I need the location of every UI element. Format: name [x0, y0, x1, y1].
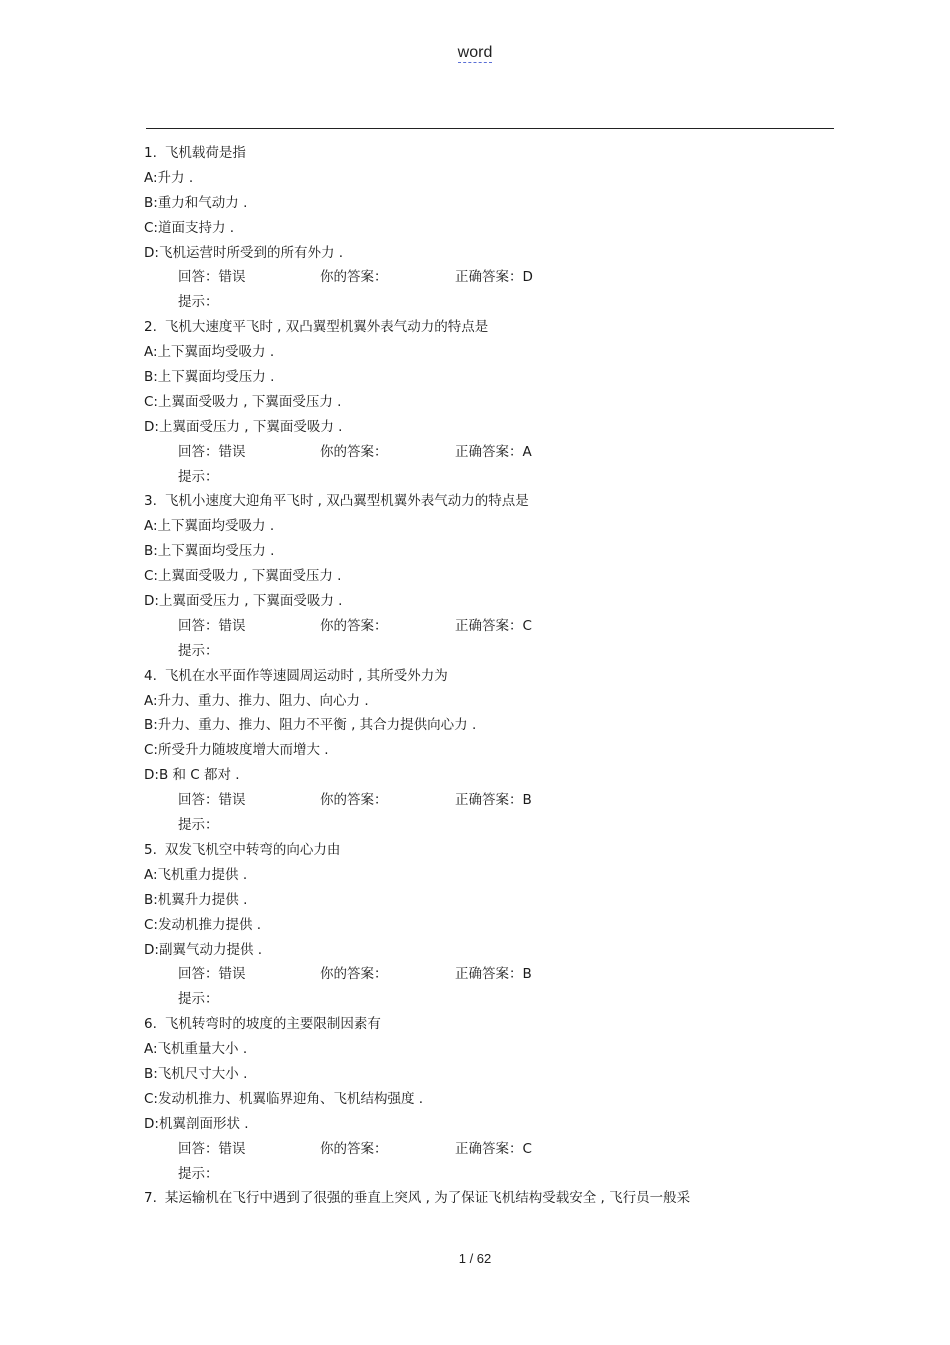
- answer-line: [144, 1137, 834, 1162]
- question-number: 1.: [144, 145, 157, 161]
- option-line: D:B 和 C 都对 .: [144, 767, 240, 784]
- option-line: B:上下翼面均受压力 .: [144, 543, 275, 560]
- question-line: [144, 489, 834, 514]
- correct-answer: [455, 962, 532, 987]
- answer-line: [144, 440, 834, 465]
- option-line: C:发动机推力、机翼临界迎角、飞机结构强度 .: [144, 1090, 424, 1107]
- option-line: B:升力、重力、推力、阻力不平衡 , 其合力提供向心力 .: [144, 717, 477, 734]
- question-number: 6.: [144, 1016, 157, 1033]
- answer-status: 回答：错误: [178, 1140, 246, 1157]
- header-title: word: [457, 44, 493, 61]
- header-rule: [146, 128, 834, 129]
- answer-line: [144, 962, 834, 987]
- question-block: [144, 838, 834, 1012]
- option-line: C:上翼面受吸力 , 下翼面受压力 .: [144, 393, 342, 410]
- option-line: D:机翼剖面形状 .: [144, 1115, 249, 1132]
- hint-line: 提示：: [178, 817, 219, 834]
- correct-answer-value: C: [522, 617, 532, 634]
- question-line: [144, 1012, 834, 1037]
- option-line: C:上翼面受吸力 , 下翼面受压力 .: [144, 568, 342, 585]
- option-line: D:飞机运营时所受到的所有外力 .: [144, 244, 344, 261]
- correct-answer-label: 正确答案：: [455, 443, 523, 460]
- question-text: 飞机在水平面作等速圆周运动时 , 其所受外力为: [164, 667, 448, 684]
- page-number: 1 / 62: [458, 1251, 492, 1266]
- answer-line: [144, 265, 834, 290]
- option-line: C:所受升力随坡度增大而增大 .: [144, 742, 329, 759]
- your-answer-label: 你的答案：: [320, 617, 388, 634]
- option-line: A:上下翼面均受吸力 .: [144, 518, 275, 535]
- your-answer-label: 你的答案：: [320, 1140, 388, 1157]
- question-list: [144, 141, 834, 1211]
- correct-answer-label: 正确答案：: [455, 792, 523, 809]
- option-line: B:机翼升力提供 .: [144, 891, 248, 908]
- question-number: 7.: [144, 1190, 157, 1207]
- question-text: 飞机大速度平飞时 , 双凸翼型机翼外表气动力的特点是: [164, 319, 489, 336]
- question-block: [144, 1012, 834, 1186]
- correct-answer: [455, 1137, 532, 1162]
- question-block: [144, 141, 834, 315]
- question-text: 飞机载荷是指: [164, 145, 246, 161]
- option-line: D:上翼面受压力 , 下翼面受吸力 .: [144, 593, 343, 610]
- option-line: A:升力 .: [144, 169, 194, 186]
- question-number: 3.: [144, 493, 157, 510]
- correct-answer-label: 正确答案：: [455, 1140, 523, 1157]
- option-line: B:飞机尺寸大小 .: [144, 1065, 248, 1082]
- option-line: A:飞机重量大小 .: [144, 1041, 248, 1058]
- option-line: A:升力、重力、推力、阻力、向心力 .: [144, 692, 369, 709]
- correct-answer-label: 正确答案：: [455, 966, 523, 983]
- option-line: B:上下翼面均受压力 .: [144, 369, 275, 386]
- correct-answer: [455, 614, 532, 639]
- answer-status: 回答：错误: [178, 792, 246, 809]
- question-text: 双发飞机空中转弯的向心力由: [164, 841, 341, 858]
- hint-line: 提示：: [178, 294, 219, 311]
- page-header: [0, 44, 950, 62]
- question-block: [144, 315, 834, 489]
- option-line: D:上翼面受压力 , 下翼面受吸力 .: [144, 418, 343, 435]
- question-line: [144, 315, 834, 340]
- hint-line: 提示：: [178, 1165, 219, 1182]
- answer-status: 回答：错误: [178, 617, 246, 634]
- correct-answer-value: D: [522, 269, 533, 286]
- question-text: 飞机转弯时的坡度的主要限制因素有: [164, 1016, 381, 1033]
- correct-answer-label: 正确答案：: [455, 269, 523, 286]
- hint-line: 提示：: [178, 642, 219, 659]
- answer-status: 回答：错误: [178, 966, 246, 983]
- correct-answer: [455, 440, 532, 465]
- question-block: [144, 664, 834, 838]
- correct-answer-label: 正确答案：: [455, 617, 523, 634]
- correct-answer: [455, 265, 533, 290]
- your-answer-label: 你的答案：: [320, 792, 388, 809]
- question-line: [144, 664, 834, 689]
- question-block: [144, 489, 834, 663]
- option-line: A:飞机重力提供 .: [144, 866, 248, 883]
- option-line: C:道面支持力 .: [144, 219, 235, 236]
- question-text: 飞机小速度大迎角平飞时 , 双凸翼型机翼外表气动力的特点是: [164, 493, 529, 510]
- question-line: [144, 838, 834, 863]
- correct-answer-value: B: [522, 792, 532, 809]
- option-line: A:上下翼面均受吸力 .: [144, 344, 275, 361]
- option-line: D:副翼气动力提供 .: [144, 941, 263, 958]
- question-block: [144, 1186, 834, 1211]
- correct-answer: [455, 788, 532, 813]
- question-number: 5.: [144, 841, 157, 858]
- question-line: [144, 141, 834, 166]
- hint-line: 提示：: [178, 991, 219, 1008]
- question-line: [144, 1186, 834, 1211]
- answer-status: 回答：错误: [178, 443, 246, 460]
- your-answer-label: 你的答案：: [320, 269, 388, 286]
- correct-answer-value: B: [522, 966, 532, 983]
- your-answer-label: 你的答案：: [320, 443, 388, 460]
- question-number: 4.: [144, 667, 157, 684]
- question-number: 2.: [144, 319, 157, 336]
- correct-answer-value: A: [522, 443, 532, 460]
- option-line: B:重力和气动力 .: [144, 194, 248, 211]
- answer-line: [144, 614, 834, 639]
- question-text: 某运输机在飞行中遇到了很强的垂直上突风 , 为了保证飞机结构受载安全 , 飞行员一般采: [164, 1190, 691, 1207]
- answer-line: [144, 788, 834, 813]
- your-answer-label: 你的答案：: [320, 966, 388, 983]
- correct-answer-value: C: [522, 1140, 532, 1157]
- option-line: C:发动机推力提供 .: [144, 916, 262, 933]
- hint-line: 提示：: [178, 468, 219, 485]
- answer-status: 回答：错误: [178, 269, 246, 286]
